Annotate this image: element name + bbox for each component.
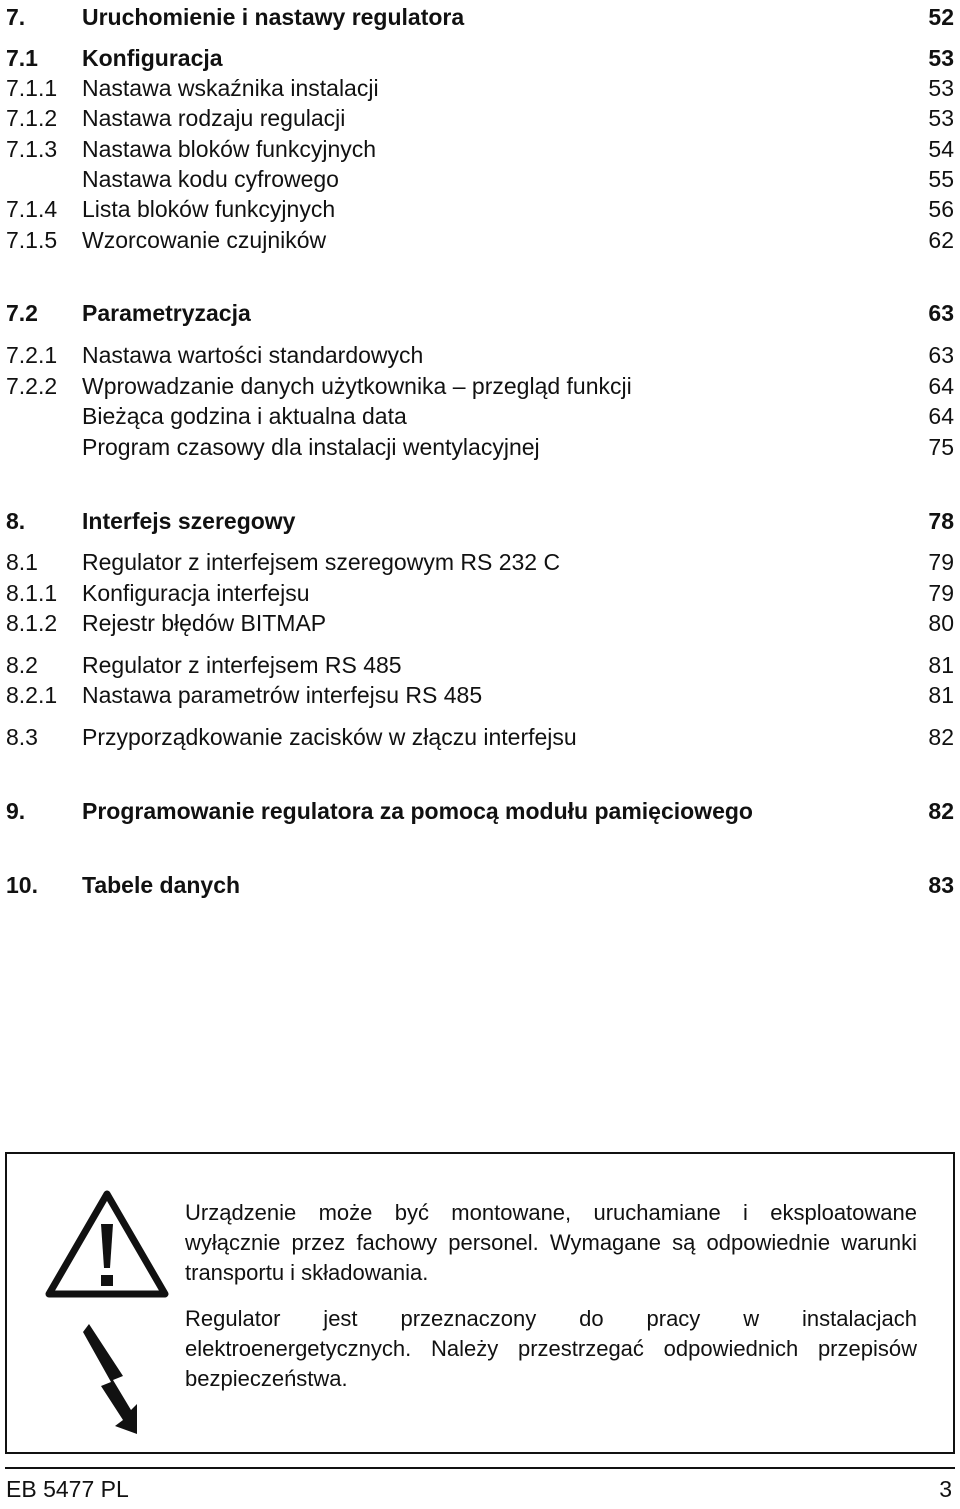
toc-title: Nastawa wartości standardowych [82, 342, 424, 368]
toc-number: 8.2 [6, 652, 38, 678]
toc-title: Nastawa wskaźnika instalacji [82, 75, 379, 101]
toc-title: Wzorcowanie czujników [82, 227, 327, 253]
dot-leader [583, 722, 918, 752]
dot-leader [408, 650, 918, 680]
toc-row[interactable] [6, 43, 954, 73]
toc-row[interactable] [6, 680, 954, 710]
toc-title: Interfejs szeregowy [82, 508, 296, 534]
toc-title: Lista bloków funkcyjnych [82, 196, 336, 222]
toc-title: Regulator z interfejsem RS 485 [82, 652, 402, 678]
dot-leader [470, 2, 918, 32]
toc-title: Programowanie regulatora za pomocą modułu pamięciowego [82, 798, 753, 824]
lightning-bolt-icon [79, 1324, 139, 1434]
toc-title: Konfiguracja [82, 45, 223, 71]
toc-title: Wprowadzanie danych użytkownika – przegląd funkcji [82, 373, 632, 399]
toc-row[interactable] [6, 796, 954, 826]
footer-divider [5, 1467, 955, 1469]
toc-title: Konfiguracja interfejsu [82, 580, 310, 606]
dot-leader [332, 608, 918, 638]
dot-leader [341, 194, 918, 224]
toc-row[interactable] [6, 870, 954, 900]
toc-number: 8.1 [6, 549, 38, 575]
toc-page: 56 [928, 196, 954, 222]
toc-page: 79 [928, 580, 954, 606]
dot-leader [332, 225, 918, 255]
toc-number: 8.3 [6, 724, 38, 750]
toc-number: 8.1.2 [6, 610, 58, 636]
toc-row[interactable] [6, 722, 954, 752]
toc-row[interactable] [6, 506, 954, 536]
dot-leader [257, 298, 918, 328]
dot-leader [385, 73, 918, 103]
toc-row[interactable] [6, 432, 954, 462]
toc-number: 7.2.2 [6, 373, 58, 399]
toc-page: 53 [928, 75, 954, 101]
toc-page: 78 [928, 508, 954, 534]
toc-row[interactable] [6, 578, 954, 608]
toc-title: Tabele danych [82, 872, 241, 898]
dot-leader [229, 43, 918, 73]
warning-text-personnel: Urządzenie może być montowane, uruchamiane i eksploatowane wyłącznie przez fachowy personel. Wymagane są odpowiednie warunki transportu i składowania. [185, 1200, 917, 1285]
toc-page: 82 [928, 798, 954, 824]
toc-title: Nastawa bloków funkcyjnych [82, 136, 377, 162]
toc-row[interactable] [6, 134, 954, 164]
toc-page: 64 [928, 403, 954, 429]
toc-page: 81 [928, 652, 954, 678]
toc-row[interactable] [6, 103, 954, 133]
toc-page: 83 [928, 872, 954, 898]
dot-leader [566, 547, 918, 577]
warning-text-safety: Regulator jest przeznaczony do pracy w instalacjach elektroenergetycznych. Należy przestrzegać odpowiednich przepisów bezpieczeństwa. [185, 1306, 917, 1391]
toc-number: 8. [6, 508, 26, 534]
document-id: EB 5477 PL [6, 1476, 129, 1502]
warning-triangle-icon [45, 1190, 169, 1298]
toc-row[interactable] [6, 2, 954, 32]
dot-leader [301, 506, 918, 536]
toc-number: 7.1.5 [6, 227, 58, 253]
toc-title: Nastawa parametrów interfejsu RS 485 [82, 682, 483, 708]
toc-page: 62 [928, 227, 954, 253]
dot-leader [413, 401, 918, 431]
safety-warning-box [5, 1152, 955, 1454]
toc-number: 7.1.2 [6, 105, 58, 131]
toc-row[interactable] [6, 73, 954, 103]
toc-page: 52 [928, 4, 954, 30]
toc-page: 63 [928, 342, 954, 368]
toc-row[interactable] [6, 298, 954, 328]
toc-title: Regulator z interfejsem szeregowym RS 232 C [82, 549, 561, 575]
toc-row[interactable] [6, 371, 954, 401]
toc-number: 7.2.1 [6, 342, 58, 368]
toc-page: 53 [928, 105, 954, 131]
dot-leader [351, 103, 918, 133]
toc-title: Nastawa kodu cyfrowego [82, 166, 339, 192]
toc-page: 55 [928, 166, 954, 192]
toc-row[interactable] [6, 164, 954, 194]
toc-page: 64 [928, 373, 954, 399]
toc-page: 53 [928, 45, 954, 71]
toc-number: 7. [6, 4, 26, 30]
toc-row[interactable] [6, 194, 954, 224]
toc-title: Bieżąca godzina i aktualna data [82, 403, 407, 429]
toc-row[interactable] [6, 547, 954, 577]
dot-leader [382, 134, 918, 164]
toc-title: Rejestr błędów BITMAP [82, 610, 327, 636]
toc-page: 54 [928, 136, 954, 162]
toc-page: 79 [928, 549, 954, 575]
dot-leader [316, 578, 918, 608]
toc-number: 7.1.4 [6, 196, 58, 222]
dot-leader [429, 340, 918, 370]
toc-number: 9. [6, 798, 26, 824]
toc-page: 82 [928, 724, 954, 750]
toc-number: 7.1 [6, 45, 38, 71]
dot-leader [345, 164, 918, 194]
toc-number: 8.2.1 [6, 682, 58, 708]
toc-number: 7.1.3 [6, 136, 58, 162]
toc-title: Parametryzacja [82, 300, 251, 326]
toc-number: 8.1.1 [6, 580, 58, 606]
page-number: 3 [939, 1476, 952, 1502]
toc-row[interactable] [6, 608, 954, 638]
dot-leader [546, 432, 918, 462]
toc-number: 10. [6, 872, 38, 898]
toc-title: Przyporządkowanie zacisków w złączu interfejsu [82, 724, 577, 750]
toc-row[interactable] [6, 401, 954, 431]
dot-leader [246, 870, 918, 900]
toc-row[interactable] [6, 650, 954, 680]
dot-leader [488, 680, 918, 710]
toc-number: 7.1.1 [6, 75, 58, 101]
toc-page: 63 [928, 300, 954, 326]
toc-title: Uruchomienie i nastawy regulatora [82, 4, 465, 30]
toc-page: 80 [928, 610, 954, 636]
toc-title: Program czasowy dla instalacji wentylacyjnej [82, 434, 540, 460]
dot-leader [759, 796, 918, 826]
dot-leader [638, 371, 918, 401]
toc-number: 7.2 [6, 300, 38, 326]
toc-row[interactable] [6, 225, 954, 255]
toc-title: Nastawa rodzaju regulacji [82, 105, 346, 131]
toc-row[interactable] [6, 340, 954, 370]
toc-page: 81 [928, 682, 954, 708]
toc-page: 75 [928, 434, 954, 460]
